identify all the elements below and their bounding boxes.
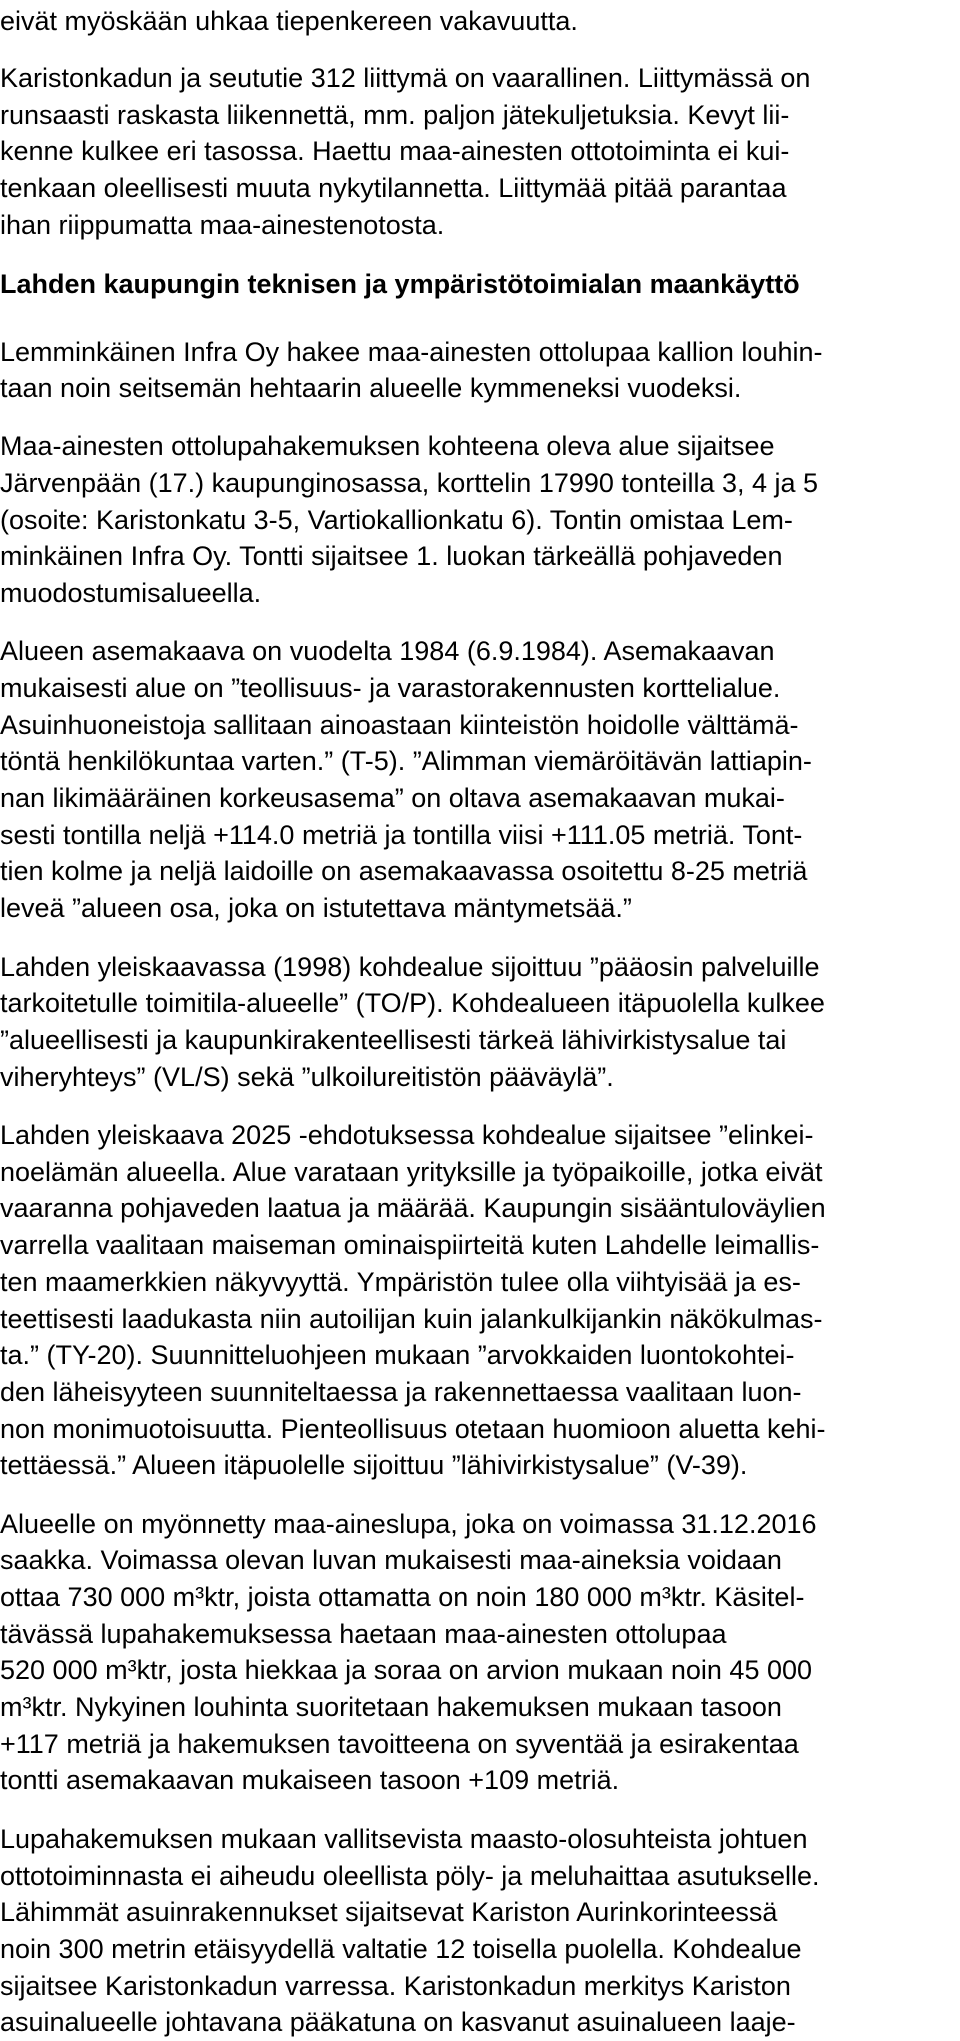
text-line: minkäinen Infra Oy. Tontti sijaitsee 1. luokan tärkeällä pohjaveden xyxy=(0,541,783,571)
text-line: ottaa 730 000 m³ktr, joista ottamatta on noin 180 000 m³ktr. Käsitel- xyxy=(0,1582,805,1612)
text-line: viheryhteys” (VL/S) sekä ”ulkoilureitistön pääväylä”. xyxy=(0,1062,614,1092)
text-line: Lupahakemuksen mukaan vallitsevista maasto-olosuhteista johtuen xyxy=(0,1824,808,1854)
text-line: Alueen asemakaava on vuodelta 1984 (6.9.1984). Asemakaavan xyxy=(0,636,775,666)
text-line: tettäessä.” Alueen itäpuolelle sijoittuu ”lähivirkistysalue” (V-39). xyxy=(0,1450,748,1480)
text-line: varrella vaalitaan maiseman ominaispiirteitä kuten Lahdelle leimallis- xyxy=(0,1230,820,1260)
text-line: leveä ”alueen osa, joka on istutettava mäntymetsää.” xyxy=(0,893,632,923)
text-line: saakka. Voimassa olevan luvan mukaisesti maa-aineksia voidaan xyxy=(0,1545,782,1575)
text-line: 520 000 m³ktr, josta hiekkaa ja soraa on arvion mukaan noin 45 000 xyxy=(0,1655,813,1685)
text-line: ta.” (TY-20). Suunnitteluohjeen mukaan ”arvokkaiden luontokohtei- xyxy=(0,1340,795,1370)
text-line: mukaisesti alue on ”teollisuus- ja varastorakennusten korttelialue. xyxy=(0,673,781,703)
text-line: sesti tontilla neljä +114.0 metriä ja tontilla viisi +111.05 metriä. Tont- xyxy=(0,820,803,850)
text-line: ottotoiminnasta ei aiheudu oleellista pöly- ja meluhaittaa asutukselle. xyxy=(0,1861,820,1891)
text-line: Lahden yleiskaava 2025 -ehdotuksessa kohdealue sijaitsee ”elinkei- xyxy=(0,1120,814,1150)
text-line: Lahden yleiskaavassa (1998) kohdealue sijoittuu ”pääosin palveluille xyxy=(0,952,820,982)
text-line: (osoite: Karistonkatu 3-5, Vartiokallionkatu 6). Tontin omistaa Lem- xyxy=(0,505,793,535)
text-line: tenkaan oleellisesti muuta nykytilannetta. Liittymää pitää parantaa xyxy=(0,173,787,203)
text-line: töntä henkilökuntaa varten.” (T-5). ”Alimman viemäröitävän lattiapin- xyxy=(0,746,812,776)
text-line: noin 300 metrin etäisyydellä valtatie 12 toisella puolella. Kohdealue xyxy=(0,1934,802,1964)
text-line: non monimuotoisuutta. Pienteollisuus otetaan huomioon aluetta kehi- xyxy=(0,1414,826,1444)
text-line: ihan riippumatta maa-ainestenotosta. xyxy=(0,210,445,240)
text-line: Lemminkäinen Infra Oy hakee maa-ainesten ottolupaa kallion louhin- xyxy=(0,337,823,367)
text-line: m³ktr. Nykyinen louhinta suoritetaan hakemuksen mukaan tasoon xyxy=(0,1692,782,1722)
text-line: Alueelle on myönnetty maa-aineslupa, joka on voimassa 31.12.2016 xyxy=(0,1509,817,1539)
text-line: vaaranna pohjaveden laatua ja määrää. Kaupungin sisääntuloväylien xyxy=(0,1193,826,1223)
text-line: tontti asemakaavan mukaiseen tasoon +109 metriä. xyxy=(0,1765,620,1795)
text-line: ten maamerkkien näkyvyyttä. Ympäristön tulee olla viihtyisää ja es- xyxy=(0,1267,801,1297)
text-line: +117 metriä ja hakemuksen tavoitteena on syventää ja esirakentaa xyxy=(0,1729,799,1759)
text-line: Järvenpään (17.) kaupunginosassa, korttelin 17990 tonteilla 3, 4 ja 5 xyxy=(0,468,819,498)
text-line: runsaasti raskasta liikennettä, mm. paljon jätekuljetuksia. Kevyt lii- xyxy=(0,100,790,130)
section-heading: Lahden kaupungin teknisen ja ympäristötoimialan maankäyttö xyxy=(0,269,800,299)
text-line: noelämän alueella. Alue varataan yrityksille ja työpaikoille, jotka eivät xyxy=(0,1157,823,1187)
text-line: asuinalueelle johtavana pääkatuna on kasvanut asuinalueen laaje- xyxy=(0,2007,796,2037)
text-line: teettisesti laadukasta niin autoilijan kuin jalankulkijankin näkökulmas- xyxy=(0,1304,823,1334)
text-line: kenne kulkee eri tasossa. Haettu maa-ainesten ottotoiminta ei kui- xyxy=(0,136,790,166)
text-line: taan noin seitsemän hehtaarin alueelle kymmeneksi vuodeksi. xyxy=(0,373,742,403)
text-line: Asuinhuoneistoja sallitaan ainoastaan kiinteistön hoidolle välttämä- xyxy=(0,710,799,740)
text-line: Lähimmät asuinrakennukset sijaitsevat Kariston Aurinkorinteessä xyxy=(0,1897,778,1927)
text-line: den läheisyyteen suunniteltaessa ja rakennettaessa vaalitaan luon- xyxy=(0,1377,802,1407)
text-line: eivät myöskään uhkaa tiepenkereen vakavuutta. xyxy=(0,6,578,36)
text-line: Karistonkadun ja seututie 312 liittymä on vaarallinen. Liittymässä on xyxy=(0,63,811,93)
text-line: nan likimääräinen korkeusasema” on oltava asemakaavan mukai- xyxy=(0,783,785,813)
text-line: sijaitsee Karistonkadun varressa. Karistonkadun merkitys Kariston xyxy=(0,1971,791,2001)
text-line: tävässä lupahakemuksessa haetaan maa-ainesten ottolupaa xyxy=(0,1619,727,1649)
text-line: tarkoitetulle toimitila-alueelle” (TO/P). Kohdealueen itäpuolella kulkee xyxy=(0,988,825,1018)
text-line: Maa-ainesten ottolupahakemuksen kohteena oleva alue sijaitsee xyxy=(0,431,775,461)
text-line: ”alueellisesti ja kaupunkirakenteellisesti tärkeä lähivirkistysalue tai xyxy=(0,1025,787,1055)
text-line: tien kolme ja neljä laidoille on asemakaavassa osoitettu 8-25 metriä xyxy=(0,856,808,886)
text-line: muodostumisalueella. xyxy=(0,578,262,608)
